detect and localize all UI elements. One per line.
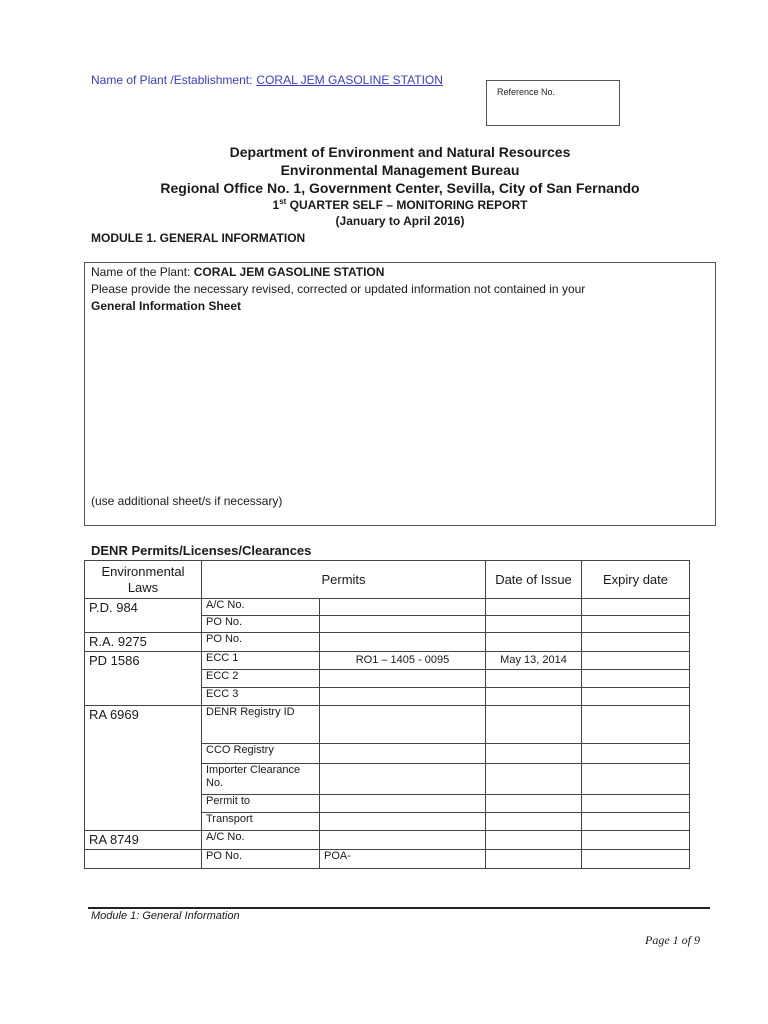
- issue-date-cell[interactable]: [486, 813, 582, 831]
- info-note: (use additional sheet/s if necessary): [91, 494, 283, 508]
- issue-date-cell[interactable]: [486, 706, 582, 744]
- permit-type-cell: ECC 2: [202, 670, 320, 688]
- table-row: [85, 850, 690, 869]
- issue-date-cell[interactable]: May 13, 2014: [486, 652, 582, 670]
- issue-date-cell[interactable]: [486, 616, 582, 633]
- permit-number-cell[interactable]: [320, 670, 486, 688]
- report-quarter-suffix: st: [279, 197, 287, 206]
- module-heading: MODULE 1. GENERAL INFORMATION: [91, 231, 306, 245]
- law-cell: PD 1586: [85, 652, 202, 706]
- permit-number-cell[interactable]: [320, 616, 486, 633]
- reference-number-label: Reference No.: [497, 87, 556, 97]
- expiry-date-cell[interactable]: [582, 670, 690, 688]
- permit-type-cell: Importer Clearance No.: [202, 764, 320, 795]
- permit-type-cell: A/C No.: [202, 599, 320, 616]
- permits-table: [84, 560, 690, 869]
- issue-date-cell[interactable]: [486, 764, 582, 795]
- col-header-laws: Environmental Laws: [85, 561, 202, 599]
- law-cell: R.A. 9275: [85, 633, 202, 652]
- info-instruction: Please provide the necessary revised, corrected or updated information not contained in your: [91, 282, 586, 296]
- col-header-permits: Permits: [202, 561, 486, 599]
- permit-type-cell: PO No.: [202, 633, 320, 652]
- permit-type-cell: CCO Registry: [202, 744, 320, 764]
- expiry-date-cell[interactable]: [582, 744, 690, 764]
- plant-name-label: Name of Plant /Establishment:: [91, 73, 253, 87]
- col-header-expiry: Expiry date: [582, 561, 690, 599]
- issue-date-cell[interactable]: [486, 795, 582, 813]
- permit-type-cell: PO No.: [202, 616, 320, 633]
- issue-date-cell[interactable]: [486, 831, 582, 850]
- general-info-box: [84, 262, 716, 526]
- expiry-date-cell[interactable]: [582, 616, 690, 633]
- permit-number-cell[interactable]: [320, 599, 486, 616]
- table-header-row: [85, 561, 690, 599]
- issue-date-cell[interactable]: [486, 670, 582, 688]
- expiry-date-cell[interactable]: [582, 764, 690, 795]
- issue-date-cell[interactable]: [486, 744, 582, 764]
- permit-number-cell[interactable]: POA-: [320, 850, 486, 869]
- law-cell: RA 6969: [85, 706, 202, 831]
- info-plant-value: CORAL JEM GASOLINE STATION: [193, 265, 385, 279]
- report-title: [84, 197, 716, 212]
- permits-section-title: DENR Permits/Licenses/Clearances: [91, 543, 312, 558]
- permit-type-cell: ECC 1: [202, 652, 320, 670]
- expiry-date-cell[interactable]: [582, 850, 690, 869]
- permit-type-cell: Permit to: [202, 795, 320, 813]
- permit-number-cell[interactable]: [320, 795, 486, 813]
- permit-number-cell[interactable]: [320, 744, 486, 764]
- law-cell: P.D. 984: [85, 599, 202, 633]
- table-row: [85, 633, 690, 652]
- permit-number-cell[interactable]: [320, 688, 486, 706]
- permit-number-cell[interactable]: RO1 – 1405 - 0095: [320, 652, 486, 670]
- permit-number-cell[interactable]: [320, 764, 486, 795]
- law-cell: [85, 850, 202, 869]
- footer-module-label: Module 1: General Information: [91, 910, 240, 922]
- issue-date-cell[interactable]: [486, 633, 582, 652]
- info-plant-line: [91, 265, 384, 279]
- permit-number-cell[interactable]: [320, 633, 486, 652]
- issue-date-cell[interactable]: [486, 850, 582, 869]
- permit-type-cell: PO No.: [202, 850, 320, 869]
- plant-name-value: CORAL JEM GASOLINE STATION: [256, 73, 443, 87]
- table-row: [85, 831, 690, 850]
- table-row: [85, 599, 690, 616]
- expiry-date-cell[interactable]: [582, 706, 690, 744]
- permit-number-cell[interactable]: [320, 813, 486, 831]
- report-quarter: 1: [272, 198, 280, 212]
- issue-date-cell[interactable]: [486, 688, 582, 706]
- expiry-date-cell[interactable]: [582, 795, 690, 813]
- page-number: Page 1 of 9: [645, 933, 700, 947]
- issue-date-cell[interactable]: [486, 599, 582, 616]
- plant-name-line: [91, 73, 443, 87]
- table-row: [85, 706, 690, 744]
- agency-title: Department of Environment and Natural Resources: [229, 144, 571, 160]
- expiry-date-cell[interactable]: [582, 813, 690, 831]
- bureau-title: Environmental Management Bureau: [280, 162, 520, 178]
- expiry-date-cell[interactable]: [582, 599, 690, 616]
- law-cell: RA 8749: [85, 831, 202, 850]
- table-row: [85, 652, 690, 670]
- expiry-date-cell[interactable]: [582, 831, 690, 850]
- permit-number-cell[interactable]: [320, 831, 486, 850]
- info-plant-label: Name of the Plant:: [91, 265, 191, 279]
- office-address: Regional Office No. 1, Government Center, Sevilla, City of San Fernando: [160, 180, 640, 196]
- reference-number-box: [486, 80, 620, 126]
- expiry-date-cell[interactable]: [582, 652, 690, 670]
- report-period: (January to April 2016): [335, 214, 465, 228]
- permit-number-cell[interactable]: [320, 706, 486, 744]
- info-sheet-name: General Information Sheet: [91, 299, 242, 313]
- expiry-date-cell[interactable]: [582, 633, 690, 652]
- footer-divider: [88, 907, 710, 909]
- col-header-issue: Date of Issue: [486, 561, 582, 599]
- report-title-text: QUARTER SELF – MONITORING REPORT: [289, 198, 528, 212]
- permit-type-cell: ECC 3: [202, 688, 320, 706]
- expiry-date-cell[interactable]: [582, 688, 690, 706]
- permit-type-cell: Transport: [202, 813, 320, 831]
- permit-type-cell: A/C No.: [202, 831, 320, 850]
- permit-type-cell: DENR Registry ID: [202, 706, 320, 744]
